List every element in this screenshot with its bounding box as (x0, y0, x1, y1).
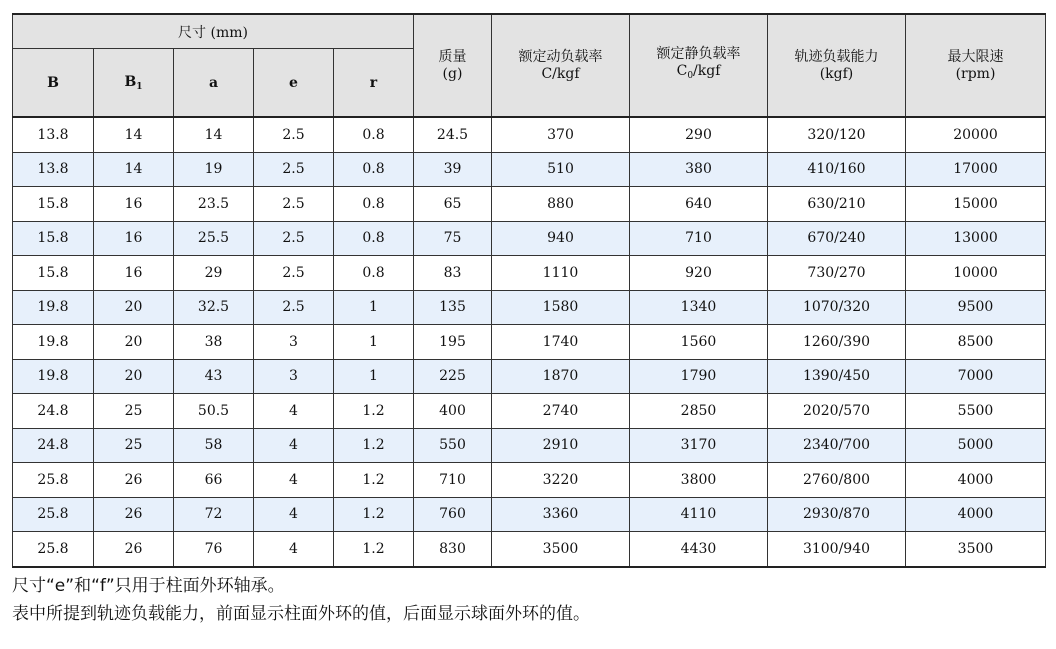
table-cell: 13.8 (13, 152, 94, 187)
table-body (13, 117, 1046, 567)
table-cell: 24.8 (13, 428, 94, 463)
table-cell: 20 (94, 325, 174, 360)
table-cell: 25 (94, 428, 174, 463)
table-cell: 7000 (906, 359, 1046, 394)
table-cell: 58 (174, 428, 254, 463)
table-cell: 24.5 (414, 117, 492, 152)
table-cell: 19.8 (13, 290, 94, 325)
table-cell: 25.8 (13, 463, 94, 498)
table-cell: 1560 (630, 325, 768, 360)
table-row (13, 152, 1046, 187)
table-cell: 72 (174, 497, 254, 532)
table-cell: 25.8 (13, 497, 94, 532)
table-cell: 1260/390 (768, 325, 906, 360)
table-cell: 2.5 (254, 221, 334, 256)
table-cell: 290 (630, 117, 768, 152)
mass-header: 质量 (g) (414, 14, 492, 117)
table-cell: 19 (174, 152, 254, 187)
table-cell: 14 (94, 117, 174, 152)
table-cell: 20 (94, 290, 174, 325)
table-cell: 2740 (492, 394, 630, 429)
table-cell: 3220 (492, 463, 630, 498)
table-cell: 4 (254, 532, 334, 567)
footnote-line: 表中所提到轨迹负载能力，前面显示柱面外环的值，后面显示球面外环的值。 (12, 604, 590, 624)
dynamic-load-rating-header: 额定动负载率 C/kgf (492, 14, 630, 117)
table-cell: 3100/940 (768, 532, 906, 567)
table-cell: 1790 (630, 359, 768, 394)
table-cell: 9500 (906, 290, 1046, 325)
table-cell: 50.5 (174, 394, 254, 429)
table-cell: 760 (414, 497, 492, 532)
table-cell: 1740 (492, 325, 630, 360)
table-cell: 19.8 (13, 325, 94, 360)
table-cell: 1 (334, 290, 414, 325)
table-cell: 225 (414, 359, 492, 394)
table-cell: 2.5 (254, 290, 334, 325)
table-row (13, 428, 1046, 463)
col-b1-header: $B_1$ (94, 49, 174, 118)
table-cell: 370 (492, 117, 630, 152)
table-row (13, 497, 1046, 532)
table-cell: 20 (94, 359, 174, 394)
table-cell: 4 (254, 428, 334, 463)
table-cell: 1.2 (334, 463, 414, 498)
table-row (13, 325, 1046, 360)
table-cell: 2.5 (254, 256, 334, 291)
table-cell: 38 (174, 325, 254, 360)
table-cell: 15000 (906, 187, 1046, 222)
table-cell: 5000 (906, 428, 1046, 463)
table-cell: 2.5 (254, 187, 334, 222)
table-cell: 0.8 (334, 152, 414, 187)
table-cell: 510 (492, 152, 630, 187)
table-cell: 1110 (492, 256, 630, 291)
table-row (13, 463, 1046, 498)
static-load-rating-header: 额定静负载率 $C_0$/kgf (630, 14, 768, 117)
table-cell: 1.2 (334, 532, 414, 567)
table-cell: 13.8 (13, 117, 94, 152)
table-cell: 4000 (906, 497, 1046, 532)
table-row (13, 117, 1046, 152)
table-cell: 2340/700 (768, 428, 906, 463)
footnote-line: 尺寸“e”和“f”只用于柱面外环轴承。 (12, 576, 285, 596)
table-cell: 20000 (906, 117, 1046, 152)
table-cell: 195 (414, 325, 492, 360)
table-cell: 75 (414, 221, 492, 256)
table-cell: 1580 (492, 290, 630, 325)
col-b-header: B (13, 49, 94, 118)
table-row (13, 256, 1046, 291)
table-cell: 14 (94, 152, 174, 187)
table-cell: 1 (334, 325, 414, 360)
table-cell: 135 (414, 290, 492, 325)
table-cell: 66 (174, 463, 254, 498)
table-cell: 3 (254, 359, 334, 394)
table-cell: 2020/570 (768, 394, 906, 429)
table-cell: 2910 (492, 428, 630, 463)
table-cell: 3170 (630, 428, 768, 463)
table-cell: 1870 (492, 359, 630, 394)
table-cell: 4110 (630, 497, 768, 532)
table-cell: 670/240 (768, 221, 906, 256)
table-cell: 0.8 (334, 256, 414, 291)
footnotes (12, 572, 590, 628)
table-cell: 65 (414, 187, 492, 222)
table-cell: 24.8 (13, 394, 94, 429)
table-cell: 880 (492, 187, 630, 222)
col-r-header: r (334, 49, 414, 118)
table-cell: 1.2 (334, 394, 414, 429)
table-cell: 29 (174, 256, 254, 291)
table-cell: 920 (630, 256, 768, 291)
bearing-spec-table (12, 13, 1046, 568)
table-cell: 380 (630, 152, 768, 187)
table-cell: 14 (174, 117, 254, 152)
table-cell: 4 (254, 497, 334, 532)
track-load-capacity-header: 轨迹负载能力 (kgf) (768, 14, 906, 117)
table-cell: 0.8 (334, 117, 414, 152)
table-cell: 15.8 (13, 187, 94, 222)
table-row (13, 359, 1046, 394)
table-cell: 0.8 (334, 221, 414, 256)
table-cell: 43 (174, 359, 254, 394)
table-cell: 730/270 (768, 256, 906, 291)
table-cell: 26 (94, 497, 174, 532)
table-cell: 26 (94, 463, 174, 498)
table-cell: 4000 (906, 463, 1046, 498)
table-cell: 26 (94, 532, 174, 567)
table-cell: 1 (334, 359, 414, 394)
table-cell: 2760/800 (768, 463, 906, 498)
table-cell: 630/210 (768, 187, 906, 222)
table-cell: 5500 (906, 394, 1046, 429)
table-cell: 13000 (906, 221, 1046, 256)
table-cell: 4 (254, 394, 334, 429)
table-cell: 4430 (630, 532, 768, 567)
table-cell: 3500 (906, 532, 1046, 567)
table-cell: 3 (254, 325, 334, 360)
table-row (13, 290, 1046, 325)
table-cell: 3500 (492, 532, 630, 567)
table-cell: 15.8 (13, 256, 94, 291)
table-cell: 76 (174, 532, 254, 567)
table-cell: 4 (254, 463, 334, 498)
table-cell: 1340 (630, 290, 768, 325)
table-cell: 1.2 (334, 497, 414, 532)
table-cell: 25.5 (174, 221, 254, 256)
table-cell: 8500 (906, 325, 1046, 360)
table-cell: 16 (94, 221, 174, 256)
table-cell: 25.8 (13, 532, 94, 567)
table-row (13, 187, 1046, 222)
table-cell: 0.8 (334, 187, 414, 222)
table-cell: 23.5 (174, 187, 254, 222)
table-cell: 410/160 (768, 152, 906, 187)
table-cell: 550 (414, 428, 492, 463)
table-cell: 2.5 (254, 152, 334, 187)
table-cell: 3800 (630, 463, 768, 498)
table-cell: 16 (94, 256, 174, 291)
table-cell: 10000 (906, 256, 1046, 291)
table-cell: 320/120 (768, 117, 906, 152)
table-cell: 400 (414, 394, 492, 429)
table-cell: 1070/320 (768, 290, 906, 325)
table-cell: 19.8 (13, 359, 94, 394)
col-a-header: a (174, 49, 254, 118)
table-cell: 15.8 (13, 221, 94, 256)
table-row (13, 221, 1046, 256)
table-cell: 710 (414, 463, 492, 498)
table-cell: 83 (414, 256, 492, 291)
table-cell: 17000 (906, 152, 1046, 187)
table-cell: 640 (630, 187, 768, 222)
table-cell: 32.5 (174, 290, 254, 325)
table-cell: 3360 (492, 497, 630, 532)
table-cell: 1390/450 (768, 359, 906, 394)
max-speed-header: 最大限速 (rpm) (906, 14, 1046, 117)
table-cell: 2.5 (254, 117, 334, 152)
table-cell: 830 (414, 532, 492, 567)
table-cell: 940 (492, 221, 630, 256)
table-cell: 16 (94, 187, 174, 222)
table-cell: 710 (630, 221, 768, 256)
table-cell: 2930/870 (768, 497, 906, 532)
table-row (13, 532, 1046, 567)
table-cell: 2850 (630, 394, 768, 429)
table-row (13, 394, 1046, 429)
table-cell: 39 (414, 152, 492, 187)
table-cell: 1.2 (334, 428, 414, 463)
table-cell: 25 (94, 394, 174, 429)
dimension-group-header: 尺寸 (mm) (13, 14, 414, 49)
col-e-header: e (254, 49, 334, 118)
